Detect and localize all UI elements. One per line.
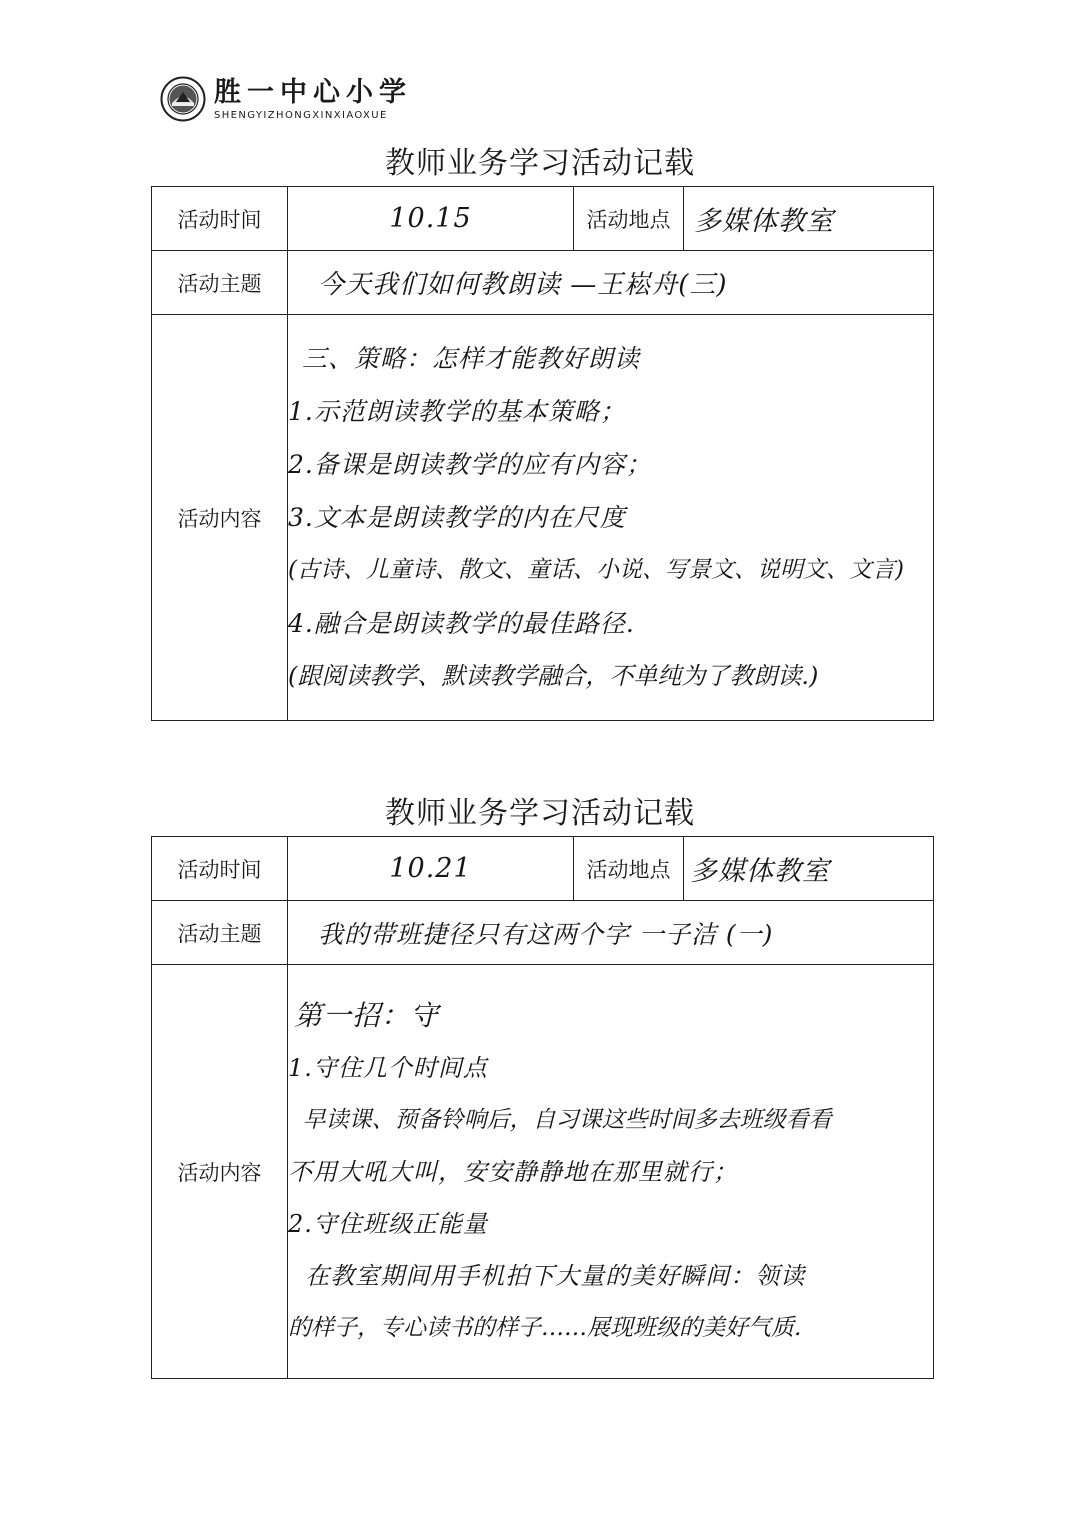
record-2-place-label: 活动地点 — [574, 837, 684, 901]
record-1-line-2: 1.示范朗读教学的基本策略； — [288, 397, 626, 426]
record-1-line-6: 4.融合是朗读教学的最佳路径. — [288, 609, 635, 638]
record-1-place-value: 多媒体教室 — [684, 187, 934, 251]
school-text — [214, 78, 412, 121]
record-2-line-6: 在教室期间用手机拍下大量的美好瞬间：领读 — [288, 1261, 806, 1290]
record-1-topic-value: 今天我们如何教朗读 —王崧舟(三) — [288, 251, 934, 315]
school-pinyin: SHENGYIZHONGXINXIAOXUE — [214, 109, 388, 121]
record-2-content — [288, 965, 934, 1379]
record-1-place-label: 活动地点 — [574, 187, 684, 251]
record-2-place-value: 多媒体教室 — [684, 837, 934, 901]
record-2-line-3: 早读课、预备铃响后，自习课这些时间多去班级看看 — [288, 1106, 832, 1133]
record-2-topic-label: 活动主题 — [152, 901, 288, 965]
record-2-title: 教师业务学习活动记载 — [385, 796, 695, 831]
record-2-line-4: 不用大吼大叫，安安静静地在那里就行； — [288, 1157, 738, 1186]
record-2-time-value: 10.21 — [288, 837, 574, 901]
record-2-table — [151, 836, 934, 1379]
record-2-time-label: 活动时间 — [152, 837, 288, 901]
record-1-content-label: 活动内容 — [152, 315, 288, 721]
record-2-line-2: 1.守住几个时间点 — [288, 1053, 488, 1082]
school-name: 胜一中心小学 — [214, 76, 412, 108]
school-emblem-icon — [160, 76, 206, 122]
record-2-line-7: 的样子，专心读书的样子……展现班级的美好气质. — [288, 1314, 802, 1341]
record-2-line-5: 2.守住班级正能量 — [288, 1209, 488, 1238]
record-1-line-3: 2.备课是朗读教学的应有内容； — [288, 450, 652, 479]
record-2-content-label: 活动内容 — [152, 965, 288, 1379]
record-1-line-5: (古诗、儿童诗、散文、童话、小说、写景文、说明文、文言) — [288, 557, 904, 583]
record-1-time-value: 10.15 — [288, 187, 574, 251]
record-1-line-7: (跟阅读教学、默读教学融合，不单纯为了教朗读.) — [288, 662, 819, 690]
record-1-topic-label: 活动主题 — [152, 251, 288, 315]
school-header — [160, 72, 412, 126]
record-1-line-1: 三、策略：怎样才能教好朗读 — [302, 344, 641, 373]
record-1-line-4: 3.文本是朗读教学的内在尺度 — [288, 503, 626, 532]
record-1-title: 教师业务学习活动记载 — [385, 146, 695, 181]
record-2-line-1: 第一招：守 — [294, 998, 440, 1032]
record-1-time-label: 活动时间 — [152, 187, 288, 251]
record-2-topic-value: 我的带班捷径只有这两个字 一子洁 (一) — [288, 901, 934, 965]
record-1-table — [151, 186, 934, 721]
record-1-content — [288, 315, 934, 721]
